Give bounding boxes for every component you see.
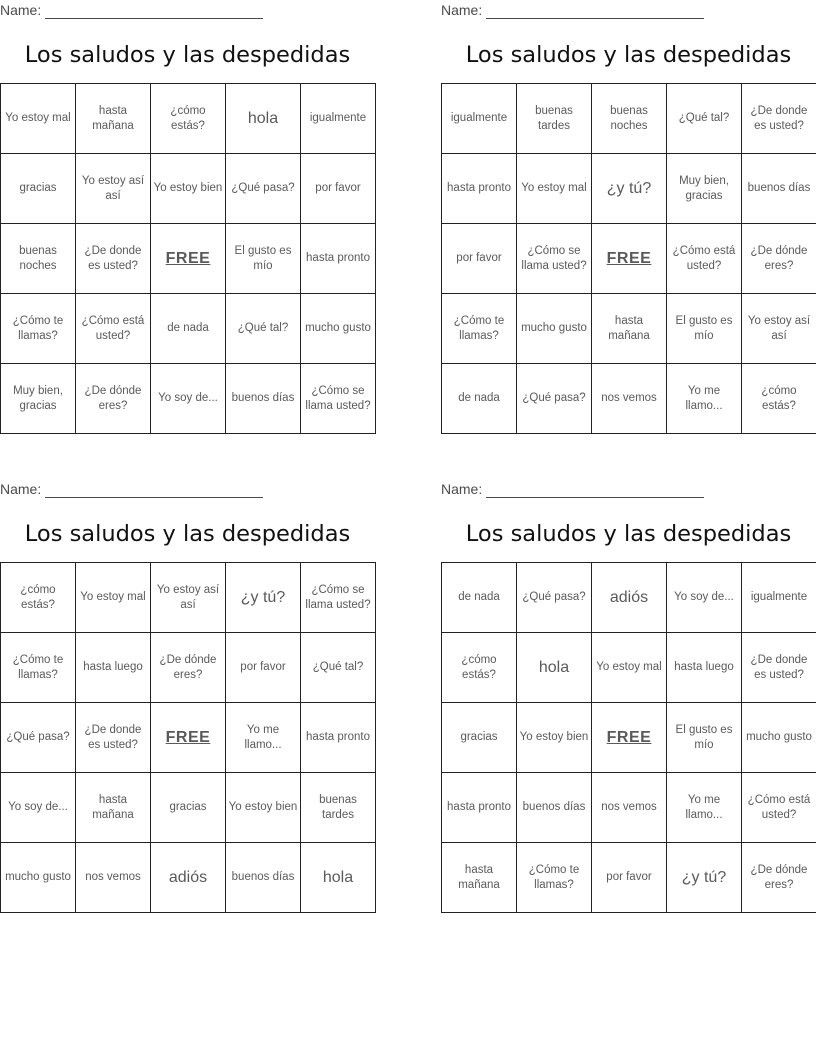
- bingo-cell: ¿cómo estás?: [1, 563, 76, 633]
- bingo-cell: ¿Qué tal?: [667, 84, 742, 154]
- bingo-cell: El gusto es mío: [667, 294, 742, 364]
- bingo-cell: Yo me llamo...: [226, 703, 301, 773]
- bingo-cell: Yo estoy bien: [517, 703, 592, 773]
- bingo-cell: hasta mañana: [592, 294, 667, 364]
- bingo-cell: ¿cómo estás?: [442, 633, 517, 703]
- bingo-cell: ¿cómo estás?: [742, 364, 816, 434]
- name-label: Name:: [441, 481, 483, 497]
- bingo-cell: ¿De dónde eres?: [742, 224, 816, 294]
- card-title: Los saludos y las despedidas: [24, 42, 351, 68]
- bingo-cell: Muy bien, gracias: [667, 154, 742, 224]
- bingo-grid: [0, 83, 376, 434]
- bingo-cell: Muy bien, gracias: [1, 364, 76, 434]
- bingo-cell: de nada: [442, 563, 517, 633]
- name-blank-line[interactable]: [486, 482, 704, 498]
- name-field[interactable]: [441, 1, 704, 19]
- name-field[interactable]: [0, 1, 263, 19]
- bingo-cell: ¿De dónde eres?: [76, 364, 151, 434]
- bingo-cell: Yo estoy mal: [1, 84, 76, 154]
- bingo-cell: ¿Qué pasa?: [517, 364, 592, 434]
- bingo-cell: hasta pronto: [442, 154, 517, 224]
- bingo-cell: ¿Cómo está usted?: [667, 224, 742, 294]
- bingo-cell: de nada: [442, 364, 517, 434]
- bingo-cell: adiós: [592, 563, 667, 633]
- bingo-cell: Yo me llamo...: [667, 364, 742, 434]
- bingo-cell: mucho gusto: [742, 703, 816, 773]
- bingo-cell: El gusto es mío: [226, 224, 301, 294]
- bingo-cell: hasta mañana: [76, 84, 151, 154]
- bingo-cell: ¿y tú?: [226, 563, 301, 633]
- bingo-cell: Yo estoy así así: [76, 154, 151, 224]
- name-blank-line[interactable]: [486, 3, 704, 19]
- bingo-cell: ¿Cómo se llama usted?: [301, 563, 376, 633]
- bingo-cell: ¿Qué pasa?: [517, 563, 592, 633]
- name-label: Name:: [441, 2, 483, 18]
- bingo-cell: nos vemos: [76, 843, 151, 913]
- bingo-cell: ¿Qué tal?: [301, 633, 376, 703]
- bingo-cell: gracias: [1, 154, 76, 224]
- bingo-cell: buenos días: [226, 364, 301, 434]
- name-blank-line[interactable]: [45, 3, 263, 19]
- bingo-cell: Yo estoy así así: [151, 563, 226, 633]
- bingo-cell: Yo me llamo...: [667, 773, 742, 843]
- name-blank-line[interactable]: [45, 482, 263, 498]
- bingo-cell: Yo soy de...: [667, 563, 742, 633]
- bingo-cell: de nada: [151, 294, 226, 364]
- bingo-cell: por favor: [226, 633, 301, 703]
- bingo-cell: hasta pronto: [301, 224, 376, 294]
- bingo-cell: hasta pronto: [442, 773, 517, 843]
- bingo-cell: adiós: [151, 843, 226, 913]
- bingo-cell: ¿Cómo te llamas?: [1, 294, 76, 364]
- bingo-cell: ¿Qué pasa?: [226, 154, 301, 224]
- bingo-cell: ¿De donde es usted?: [742, 84, 816, 154]
- bingo-cell: ¿De donde es usted?: [742, 633, 816, 703]
- bingo-cell: Yo estoy mal: [76, 563, 151, 633]
- bingo-cell: gracias: [442, 703, 517, 773]
- card-title: Los saludos y las despedidas: [465, 42, 792, 68]
- free-space: FREE: [151, 224, 226, 294]
- bingo-cell: Yo estoy mal: [592, 633, 667, 703]
- bingo-cell: mucho gusto: [517, 294, 592, 364]
- bingo-cell: ¿y tú?: [667, 843, 742, 913]
- bingo-cell: El gusto es mío: [667, 703, 742, 773]
- bingo-cell: Yo estoy bien: [226, 773, 301, 843]
- bingo-cell: ¿y tú?: [592, 154, 667, 224]
- bingo-cell: buenas tardes: [517, 84, 592, 154]
- bingo-cell: hasta luego: [76, 633, 151, 703]
- name-label: Name:: [0, 2, 42, 18]
- card-title: Los saludos y las despedidas: [24, 521, 351, 547]
- bingo-cell: hasta mañana: [442, 843, 517, 913]
- bingo-cell: ¿De dónde eres?: [742, 843, 816, 913]
- name-label: Name:: [0, 481, 42, 497]
- bingo-cell: ¿Cómo se llama usted?: [517, 224, 592, 294]
- bingo-cell: igualmente: [442, 84, 517, 154]
- bingo-cell: Yo estoy bien: [151, 154, 226, 224]
- name-field[interactable]: [0, 480, 263, 498]
- bingo-cell: hola: [301, 843, 376, 913]
- card-title: Los saludos y las despedidas: [465, 521, 792, 547]
- bingo-cell: hola: [226, 84, 301, 154]
- bingo-cell: ¿cómo estás?: [151, 84, 226, 154]
- bingo-cell: buenas noches: [1, 224, 76, 294]
- bingo-cell: gracias: [151, 773, 226, 843]
- bingo-cell: ¿De donde es usted?: [76, 703, 151, 773]
- bingo-grid: [441, 562, 816, 913]
- bingo-cell: Yo soy de...: [151, 364, 226, 434]
- bingo-cell: ¿Cómo está usted?: [742, 773, 816, 843]
- bingo-cell: nos vemos: [592, 364, 667, 434]
- bingo-cell: igualmente: [742, 563, 816, 633]
- bingo-cell: hasta mañana: [76, 773, 151, 843]
- bingo-cell: buenas noches: [592, 84, 667, 154]
- bingo-cell: ¿Cómo te llamas?: [517, 843, 592, 913]
- bingo-cell: ¿Qué tal?: [226, 294, 301, 364]
- bingo-cell: mucho gusto: [301, 294, 376, 364]
- bingo-cell: hasta pronto: [301, 703, 376, 773]
- bingo-cell: ¿Cómo está usted?: [76, 294, 151, 364]
- free-space: FREE: [592, 703, 667, 773]
- bingo-cell: ¿Cómo te llamas?: [1, 633, 76, 703]
- bingo-cell: ¿Cómo te llamas?: [442, 294, 517, 364]
- bingo-cell: igualmente: [301, 84, 376, 154]
- bingo-cell: Yo soy de...: [1, 773, 76, 843]
- bingo-cell: hasta luego: [667, 633, 742, 703]
- bingo-cell: ¿Cómo se llama usted?: [301, 364, 376, 434]
- bingo-grid: [441, 83, 816, 434]
- bingo-cell: buenos días: [742, 154, 816, 224]
- bingo-cell: por favor: [442, 224, 517, 294]
- bingo-cell: por favor: [301, 154, 376, 224]
- bingo-cell: nos vemos: [592, 773, 667, 843]
- bingo-cell: ¿De dónde eres?: [151, 633, 226, 703]
- bingo-cell: hola: [517, 633, 592, 703]
- free-space: FREE: [151, 703, 226, 773]
- bingo-cell: ¿Qué pasa?: [1, 703, 76, 773]
- bingo-cell: buenos días: [226, 843, 301, 913]
- name-field[interactable]: [441, 480, 704, 498]
- bingo-cell: mucho gusto: [1, 843, 76, 913]
- bingo-grid: [0, 562, 376, 913]
- bingo-cell: ¿De donde es usted?: [76, 224, 151, 294]
- bingo-cell: Yo estoy mal: [517, 154, 592, 224]
- bingo-cell: buenas tardes: [301, 773, 376, 843]
- bingo-cell: buenos días: [517, 773, 592, 843]
- bingo-cell: Yo estoy así así: [742, 294, 816, 364]
- free-space: FREE: [592, 224, 667, 294]
- bingo-cell: por favor: [592, 843, 667, 913]
